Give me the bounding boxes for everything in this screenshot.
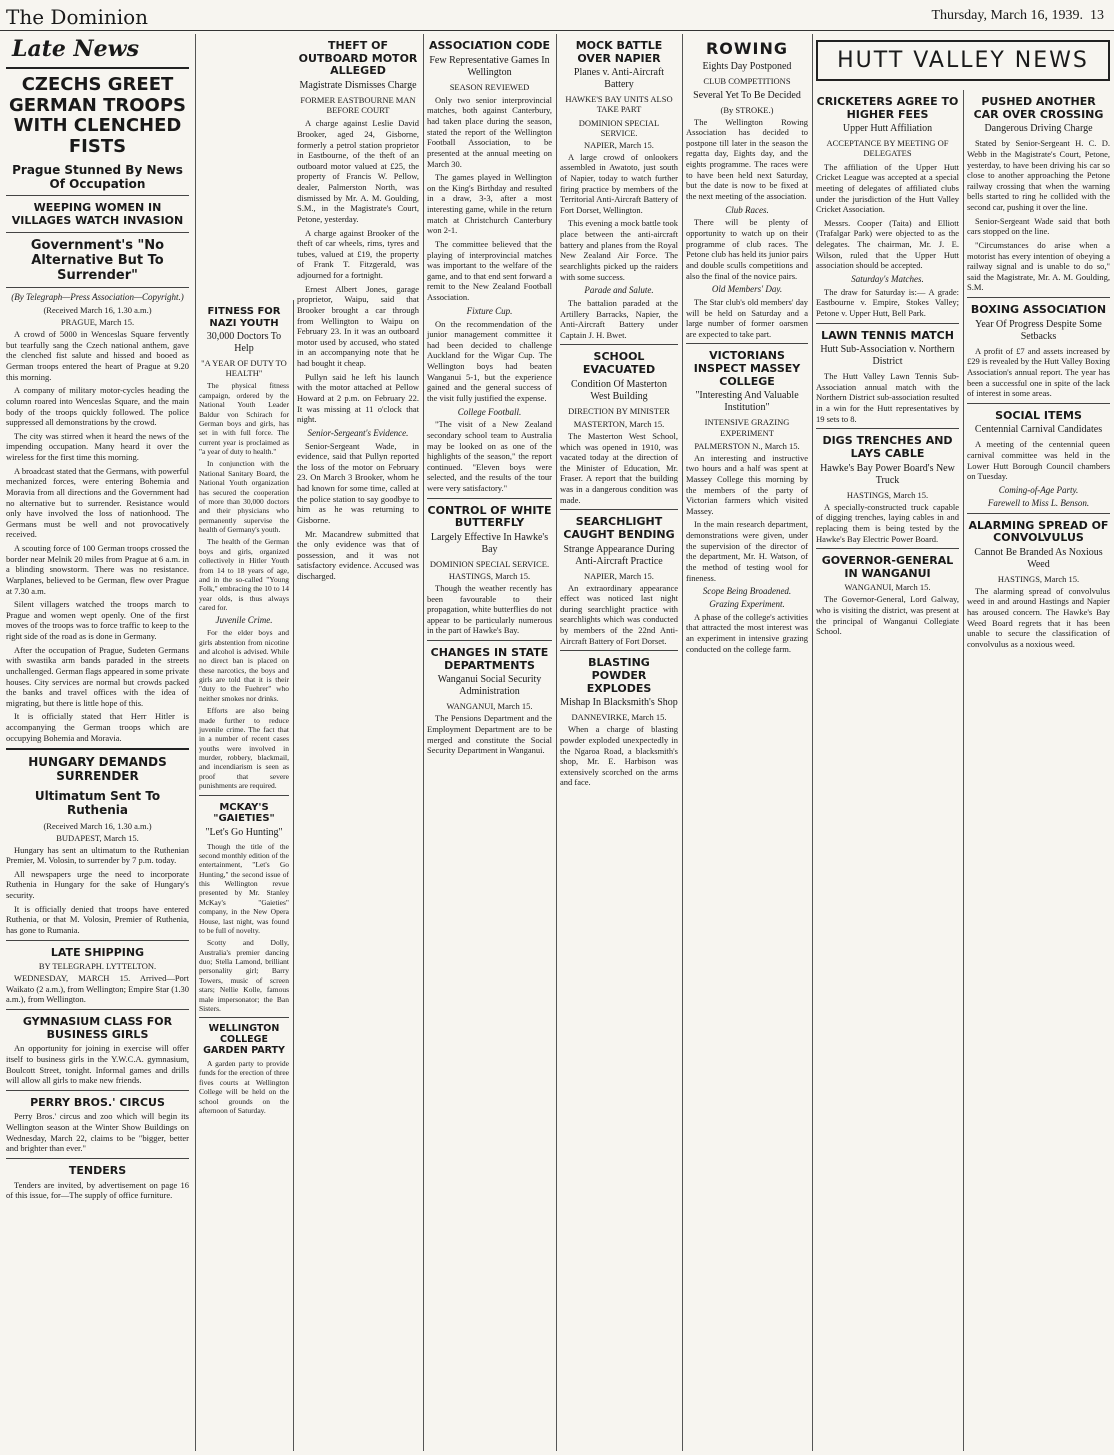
paragraph: "Circumstances do arise when a motorist has every intention of obeying a railway signal and is unable to do so," said the Magistrate, Mr. A. M. Goulding, S.M. — [967, 239, 1110, 293]
paragraph: Hungary has sent an ultimatum to the Ruthenian Premier, M. Volosin, to surrender by 7 p.m. today. — [6, 844, 189, 866]
paragraph: The committee believed that the playing of interprovincial matches was important to the welfare of the game, and to that end sent forward a remit to the New Zealand Football Association. — [427, 238, 552, 303]
crosshead: Farewell to Miss L. Benson. — [987, 497, 1090, 508]
article-headline: DIGS TRENCHES AND LAYS CABLE — [822, 434, 953, 460]
column-4 — [423, 34, 557, 1451]
byline: (By STROKE.) — [720, 104, 774, 115]
column-8 — [963, 90, 1114, 1451]
article-headline: VICTORIANS INSPECT MASSEY COLLEGE — [693, 349, 801, 388]
article-subheadline: INTENSIVE GRAZING EXPERIMENT — [704, 417, 790, 438]
paragraph: A large crowd of onlookers assembled in Awatoto, just south of Napier, today to watch further firing practice by members of the Territorial Anti-Aircraft Battery of Fort Dorset, Wellington. — [560, 151, 678, 215]
paragraph: After the occupation of Prague, Sudeten Germans with swastika arm bands paraded in the streets unchallenged. German flags appeared in some private houses. City services are normal but crowds packed the banks and travel offices with the idea of migrating, but there is little hope of this. — [6, 644, 189, 708]
dateline: DANNEVIRKE, March 15. — [571, 712, 667, 723]
section-heading: Late News — [12, 36, 139, 62]
paragraph: Messrs. Cooper (Taita) and Elliott (Trafalgar Park) were objected to as the delegates. The chairman, Mr. J. E. Wilson, ruled that the Upper Hutt association should be accepted. — [816, 217, 959, 271]
article-headline: PERRY BROS.' CIRCUS — [30, 1095, 165, 1109]
paragraph: A crowd of 5000 in Wenceslas Square fervently but tearfully sang the Czech national anthem, gave the clenched fist salute and hissed and booed as German troops entered the heart of Prague at 9.20 this morning. — [6, 329, 189, 382]
paragraph: The Hutt Valley Lawn Tennis Sub-Association annual match with the Northern District sub-association resulted in a win for the Hutt representatives by 19 sets to 8. — [816, 371, 959, 424]
article-subheadline: HAWKE'S BAY UNITS ALSO TAKE PART — [565, 94, 673, 115]
article-headline: BOXING ASSOCIATION — [970, 303, 1107, 317]
paragraph: Mr. Macandrew submitted that the only evidence was that of possession, and it was not satisfactory evidence. Accused was discharged. — [297, 528, 419, 582]
article-subheadline: Largely Effective In Hawke's Bay — [430, 531, 549, 555]
paragraph: Efforts are also being made further to reduce juvenile crime. The fact that in a number of recent cases youths were involved in murder, robbery, blackmail, and incendiarism is seen as proof that severe punishments are required. — [199, 706, 289, 791]
paragraph: Scotty and Dolly, Australia's premier dancing duo; Stella Lamond, brilliant personality girl; Barry Towers, music of screen stars; Nellie Kolle, famous male impersonator; the Ban Sisters. — [199, 938, 289, 1013]
masthead — [0, 0, 1114, 31]
article-subheadline: "A YEAR OF DUTY TO HEALTH" — [201, 358, 287, 379]
article-headline: LAWN TENNIS MATCH — [821, 328, 954, 342]
paper-name: The Dominion — [6, 5, 149, 29]
paragraph: Though the title of the second monthly edition of the entertainment, "Let's Go Hunting," the second issue of this Wellington revue presented by Mr. Stanley McKay's "Gaieties" company, in the New Opera House, last night, was found to be full of novelty. — [199, 841, 289, 935]
paragraph: The affiliation of the Upper Hutt Cricket League was accepted at a special meeting of delegates of affiliated clubs under the jurisdiction of the Hutt Valley Cricket Association. — [816, 161, 959, 215]
byline: DOMINION SPECIAL SERVICE. — [429, 558, 550, 569]
article-subheadline: Dangerous Driving Charge — [984, 123, 1093, 135]
paragraph: A profit of £7 and assets increased by £29 is revealed by the Hutt Valley Boxing Association's annual report. The year has been a successful one in spite of the lack of interest in some areas. — [967, 345, 1110, 399]
article-subheadline: Strange Appearance During Anti-Aircraft Practice — [563, 543, 675, 567]
article-headline: SEARCHLIGHT CAUGHT BENDING — [563, 515, 675, 541]
paragraph: The city was stirred when it heard the news of the impending occupation. Many heard it over the wireless for the first time this morning. — [6, 430, 189, 463]
article-headline: PUSHED ANOTHER CAR OVER CROSSING — [973, 95, 1104, 121]
paragraph: An opportunity for joining in exercise will offer itself to business girls in the Y.W.C.A. gymnasium, Boulcott Street, tonight. Informal games and drills will allow all girls to make new friends. — [6, 1043, 189, 1086]
page-number: 13 — [1090, 8, 1104, 23]
crosshead: Saturday's Matches. — [851, 273, 924, 284]
article-headline: CONTROL OF WHITE BUTTERFLY — [427, 503, 552, 530]
article-subheadline: Condition Of Masterton West Building — [570, 378, 668, 402]
article-subheadline: "Let's Go Hunting" — [205, 826, 283, 838]
article-headline: THEFT OF OUTBOARD MOTOR ALLEGED — [298, 39, 418, 78]
dateline: BUDAPEST, March 15. — [56, 832, 139, 843]
paragraph: It is officially denied that troops have entered Ruthenia, or that M. Volosin, Premier of Ruthenia, has gone to Rumania. — [6, 903, 189, 935]
article-subheadline: 30,000 Doctors To Help — [206, 331, 282, 354]
crosshead: Old Members' Day. — [711, 284, 783, 295]
paragraph: In conjunction with the National Sanitary Board, the National Youth organization has secured the cooperation of more than 30,000 doctors and their physicians who permanently supervise the health of Germany's youth. — [199, 459, 289, 534]
article-subheadline: Cannot Be Branded As Noxious Weed — [974, 546, 1103, 570]
article-subheadline: FORMER EASTBOURNE MAN BEFORE COURT — [300, 94, 416, 116]
column-2 — [195, 300, 294, 1451]
article-subheadline: Ultimatum Sent To Ruthenia — [34, 788, 161, 817]
crosshead: Senior-Sergeant's Evidence. — [307, 427, 409, 438]
paragraph: A specially-constructed truck capable of digging trenches, laying cables in and replacing them is being tested by the Hawke's Bay Electric Power Board. — [816, 501, 959, 544]
paragraph: An extraordinary appearance effect was noticed last night during searchlight practice with searchlights which was conducted by members of the 22nd Anti-Aircraft Battery of Fort Dorset. — [560, 582, 678, 646]
dateline: HASTINGS, March 15. — [997, 573, 1080, 584]
article-headline: BLASTING POWDER EXPLODES — [586, 656, 652, 695]
paragraph: Ernest Albert Jones, garage proprietor, Waipu, said that Brooker brought a car through from Wellington to Waipu on February 23. In it was an outboard motor used by accused, who stated in an accompanying note that he had bought it cheap. — [297, 283, 419, 369]
paragraph: The alarming spread of convolvulus weed in and around Hastings and Napier has aroused concern. The Hawke's Bay Weed Board regrets that it has been unable to secure the classification of convolvulus as a noxious weed. — [967, 585, 1110, 649]
crosshead: Parade and Salute. — [584, 285, 654, 296]
headline: CZECHS GREET GERMAN TROOPS WITH CLENCHED FISTS — [8, 74, 186, 158]
paragraph: The health of the German boys and girls, organized collectively in Hitler Youth from 14 to 18 years of age, and in the so-called "Young Folk," embracing the 10 to 14 year olds, is thus always cared for. — [199, 537, 289, 612]
article-subheadline: Planes v. Anti-Aircraft Battery — [573, 67, 665, 91]
article-headline: WELLINGTON COLLEGE GARDEN PARTY — [203, 1023, 285, 1057]
paragraph: The Star club's old members' day will be held on Saturday and a large number of former oarsmen are expected to take part. — [686, 296, 808, 339]
paragraph: On the recommendation of the junior management committee it had been decided to challenge Auckland for the Wigar Cup. The Wellington boys had beaten Wanganui 5-1, but the experience gained and the general success of the visit fully justified the expense. — [427, 318, 552, 403]
paragraph: A company of military motor-cycles heading the column roared into Wenceslas Square, and the main body of the troops quickly followed. The police suppressed all demonstrations by the crowd. — [6, 385, 189, 428]
crosshead: Coming-of-Age Party. — [998, 484, 1079, 495]
article-headline: GOVERNOR-GENERAL IN WANGANUI — [821, 554, 954, 580]
paragraph: The Pensions Department and the Employment Department are to be merged and constitute the Social Security Department in Wanganui. — [427, 713, 552, 756]
article-subheadline: Hutt Sub-Association v. Northern District — [820, 344, 955, 368]
dateline: HASTINGS, March 15. — [448, 570, 531, 581]
article-subheadline: Mishap In Blacksmith's Shop — [560, 697, 678, 709]
paragraph: The Wellington Rowing Association has decided to postpone till later in the season the regatta day, Eights day, and the eights programme. The races were to have been held next Saturday, but the date is now to be fixed at the next meeting of the association. — [686, 116, 808, 201]
paragraph: Senior-Sergeant Wade said that both cars stopped on the line. — [967, 215, 1110, 237]
article-headline: TENDERS — [68, 1163, 127, 1177]
article-subheadline: Wanganui Social Security Administration — [437, 674, 542, 698]
article-headline: CHANGES IN STATE DEPARTMENTS — [430, 646, 549, 672]
article-headline: ASSOCIATION CODE — [428, 39, 551, 52]
section-banner: HUTT VALLEY NEWS — [816, 40, 1110, 81]
paragraph: There will be plenty of opportunity to watch up on their programme of club races. The Petone club has held its junior pairs and double sculls competitions and also the final of the novice pairs. — [686, 217, 808, 281]
dateline: WANGANUI, March 15. — [844, 582, 931, 593]
article-subheadline: DIRECTION BY MINISTER — [568, 405, 670, 416]
crosshead: Scope Being Broadened. — [702, 586, 792, 597]
article-subheadline: Centennial Carnival Candidates — [974, 424, 1103, 436]
article-headline: CRICKETERS AGREE TO HIGHER FEES — [816, 95, 959, 121]
article-headline: ROWING — [705, 39, 789, 58]
article-headline: LATE SHIPPING — [50, 945, 145, 959]
article-subheadline: ACCEPTANCE BY MEETING OF DELEGATES — [826, 138, 949, 159]
paragraph: For the elder boys and girls abstention from nicotine and alcohol is advised. While no direct ban is placed on these narcotics, the boys and girls are told that it is their "duty to the Fuehrer" who neither smokes nor drinks. — [199, 628, 289, 703]
article-subheadline: "Interesting And Valuable Institution" — [695, 390, 799, 414]
paragraph: The Masterton West School, which was opened in 1910, was vacated today at the direction of the Minister of Education, Mr. Fraser. A report that the building was in a dangerous condition was made. — [560, 430, 678, 505]
article-subheadline: Magistrate Dismisses Charge — [299, 79, 417, 91]
paragraph: A scouting force of 100 German troops crossed the border near Melnik 20 miles from Prague at 6 a.m. in a blinding snowstorm. There was no resistance. Warplanes, believed to be German, flew over Prague at 7.30 a.m. — [6, 543, 189, 596]
article-headline: SOCIAL ITEMS — [995, 408, 1082, 422]
article-subheadline: SEASON REVIEWED — [449, 81, 530, 92]
paragraph: A broadcast stated that the Germans, with powerful mechanized forces, were entering Bohemia and Moravia from all directions and the Government had no alternative but to surrender. Resistance would only have involved the loss of nationhood. The Germans must be well and not provocatively received. — [6, 465, 189, 540]
paragraph: Only two senior interprovincial matches, both against Canterbury, had taken place during the season, stated the report of the Wellington Football Association, to be presented at the annual meeting on March 30. — [427, 94, 552, 169]
article-subheadline: Eights Day Postponed — [702, 61, 792, 73]
paragraph: It is officially stated that Herr Hitler is accompanying the German troops which are occupying Bohemia and Moravia. — [6, 711, 189, 743]
paragraph: A charge against Leslie David Brooker, aged 24, Gisborne, formerly a petrol station proprietor in Eastbourne, of the theft of an outboard motor valued at £25, the property of Francis W. Pellow, dealer, Palmerston North, was dismissed by Mr. A. M. Goulding, S.M., in the Magistrate's Court, Petone, yesterday. — [297, 118, 419, 224]
paragraph: The games played in Wellington on the King's Birthday and resulted in a draw, 3-3, after a most interesting game, while in the return match at Christchurch Canterbury won 2-1. — [427, 172, 552, 236]
paragraph: The Governor-General, Lord Galway, who is visiting the district, was present at the principal of Wanganui Collegiate School. — [816, 594, 959, 637]
column-5 — [556, 34, 683, 1451]
article-headline: MOCK BATTLE OVER NAPIER — [575, 39, 663, 65]
crosshead: Grazing Experiment. — [709, 599, 785, 610]
dateline: PRAGUE, March 15. — [60, 317, 135, 328]
crosshead: Juvenile Crime. — [215, 615, 273, 626]
paragraph: "The visit of a New Zealand secondary school team to Australia may be looked on as one of the highlights of the season," the report continued. "Eleven boys were selected, and the results of the tour were very satisfactory." — [427, 419, 552, 494]
paragraph: The battalion paraded at the Artillery Barracks, Napier, the Anti-Aircraft Battery under Captain J. H. Bwet. — [560, 297, 678, 340]
paragraph: Pullyn said he left his launch with the motor attached at Pellow Howard at 2 p.m. on February 22. It was missing at 11 o'clock that night. — [297, 371, 419, 425]
paragraph: A charge against Brooker of the theft of car wheels, rims, tyres and tubes, valued at £19, the property of Frank T. Fitzgerald, was adjourned for a fortnight. — [297, 227, 419, 281]
byline: DOMINION SPECIAL SERVICE. — [578, 117, 660, 138]
crosshead: College Football. — [457, 406, 522, 417]
column-1 — [0, 34, 196, 1451]
paragraph: Silent villagers watched the troops march to Prague and women wept openly. One of the first moves of the troops was to force traffic to keep to the right side of the road as is done in Germany. — [6, 599, 189, 642]
paragraph: Tenders are invited, by advertisement on page 16 of this issue, for—The supply of office furniture. — [6, 1179, 189, 1201]
date-page — [931, 8, 1104, 24]
article-headline: ALARMING SPREAD OF CONVOLVULUS — [968, 518, 1109, 545]
article-subheadline: Year Of Progress Despite Some Setbacks — [975, 318, 1102, 342]
article-headline: SCHOOL EVACUATED — [582, 350, 656, 377]
paragraph: An interesting and instructive two hours and a half was spent at Massey College this morning by the members of the party of Victorian farmers which visited Massey. — [686, 452, 808, 516]
received: (Received March 16, 1.30 a.m.) — [43, 305, 152, 316]
issue-date: Thursday, March 16, 1939. — [931, 8, 1083, 23]
paragraph: A meeting of the centennial queen carnival committee was held in the Lower Hutt Borough Council chambers on Tuesday. — [967, 439, 1110, 482]
byline: BY TELEGRAPH. LYTTELTON. — [38, 961, 157, 972]
crosshead: Club Races. — [725, 204, 769, 215]
subheadline: WEEPING WOMEN IN VILLAGES WATCH INVASION — [11, 201, 184, 227]
column-3 — [293, 34, 424, 1451]
article-headline: HUNGARY DEMANDS SURRENDER — [28, 755, 167, 784]
article-headline: GYMNASIUM CLASS FOR BUSINESS GIRLS — [22, 1015, 173, 1041]
subheadline: Government's "No Alternative But To Surrender" — [30, 237, 165, 283]
paragraph: The draw for Saturday is:— A grade: Eastbourne v. Empire, Stokes Valley; Petone v. Upper Hutt, Bell Park. — [816, 286, 959, 318]
article-headline: MCKAY'S "GAIETIES" — [213, 801, 275, 825]
paragraph: A phase of the college's activities that attracted the most interest was an experiment in intensive grazing conducted on the college farm. — [686, 611, 808, 654]
dateline: PALMERSTON N., March 15. — [694, 440, 800, 451]
paragraph: When a charge of blasting powder exploded unexpectedly in the Ngaroa Road, a blacksmith's shop, Mr. E. Harbison was extensively scorched on the arms and face. — [560, 724, 678, 788]
paragraph: Senior-Sergeant Wade, in evidence, said that Pullyn reported the loss of the motor on February 23. On March 3 Brooker, whom he had known for some time, called at the police station to say goodbye to him as he was returning to Gisborne. — [297, 440, 419, 525]
article-subheadline: CLUB COMPETITIONS — [703, 76, 791, 87]
dateline: NAPIER, March 15. — [584, 570, 654, 581]
subheadline: Prague Stunned By News Of Occupation — [12, 162, 183, 191]
dateline: NAPIER, March 15. — [584, 139, 654, 150]
paragraph: Though the weather recently has been favourable to their propagation, white butterflies do not appear to be particularly numerous in the part of Hawke's Bay. — [427, 582, 552, 636]
crosshead: Fixture Cup. — [466, 305, 513, 316]
paragraph: In the main research department, demonstrations were given, under the supervision of the director of the department, Mr. H. Watson, of the method of testing wool for fineness. — [686, 519, 808, 583]
hutt-banner-wrap — [812, 34, 1114, 87]
article-subheadline: Hawke's Bay Power Board's New Truck — [820, 462, 955, 486]
article-subheadline: Upper Hutt Affiliation — [842, 123, 933, 135]
paragraph: Perry Bros.' circus and zoo which will begin its Wellington season at the Winter Show Buildings on Wednesday, March 22, claims to be "bigger, better and brighter than ever." — [6, 1111, 189, 1154]
article-headline: FITNESS FOR NAZI YOUTH — [207, 306, 281, 329]
column-6 — [682, 34, 813, 1451]
article-subheadline: Several Yet To Be Decided — [693, 89, 801, 101]
article-subheadline: Few Representative Games In Wellington — [429, 54, 550, 78]
paragraph: All newspapers urge the need to incorporate Ruthenia in Hungary for the sake of Hungary's security. — [6, 868, 189, 901]
dateline: WANGANUI, March 15. — [446, 701, 533, 712]
dateline: MASTERTON, March 15. — [573, 418, 665, 429]
byline: (By Telegraph—Press Association—Copyright.) — [11, 292, 184, 303]
received: (Received March 16, 1.30 a.m.) — [43, 820, 152, 831]
paragraph: WEDNESDAY, MARCH 15. Arrived—Port Waikato (2 a.m.), from Wellington; Empire Star (1.30 a.m.), from Wellington. — [6, 973, 189, 1005]
column-7 — [812, 90, 964, 1451]
paragraph: A garden party to provide funds for the erection of three fives courts at Wellington College will be held on the school grounds on the afternoon of Saturday. — [199, 1059, 289, 1115]
paragraph: The physical fitness campaign, ordered by the National Youth Leader Baldur von Schirach for German boys and girls, has set in with full force. The current year is proclaimed as "a year of duty to health." — [199, 381, 289, 456]
dateline: HASTINGS, March 15. — [846, 489, 929, 500]
paragraph: Stated by Senior-Sergeant H. C. D. Webb in the Magistrate's Court, Petone, yesterday, to have been driving his car so close to another approaching the Petone railway crossing that when the warning bells started to ring he collided with the second car, pushing it over the line. — [967, 138, 1110, 213]
paragraph: This evening a mock battle took place between the anti-aircraft battery and planes from the Royal New Zealand Air Force. The searchlights picked up the raiders with some success. — [560, 218, 678, 282]
